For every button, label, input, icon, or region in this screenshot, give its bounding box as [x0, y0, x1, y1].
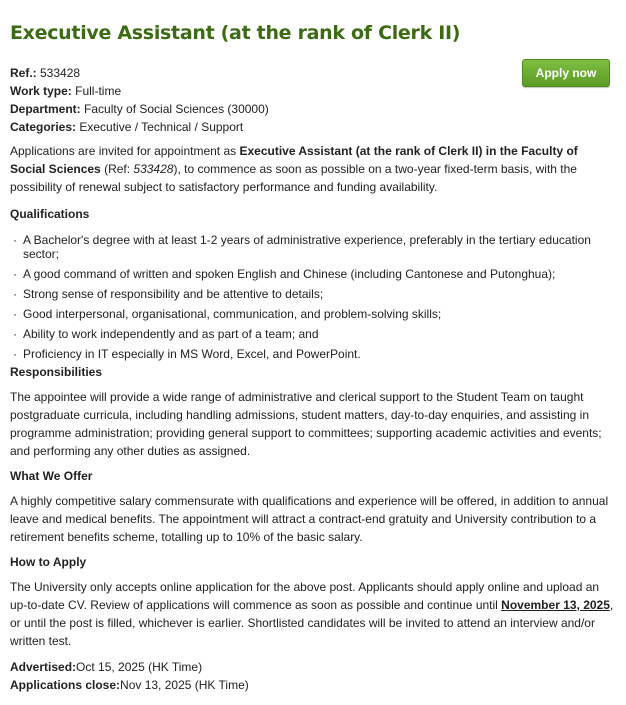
closing-date: November 13, 2025 — [501, 598, 610, 612]
intro-text: Applications are invited for appointment as — [10, 144, 240, 158]
advertised-label: Advertised: — [10, 660, 77, 674]
bullet-icon: · — [13, 267, 17, 281]
apply-text: , or until the post is filled, whichever is earlier. Shortlisted candidates will be invited to attend an interview and/or written test. — [10, 598, 614, 648]
bullet-icon: · — [13, 347, 17, 361]
bullet-icon: · — [13, 233, 17, 247]
list-item — [10, 327, 616, 341]
list-item-text: Good interpersonal, organisational, communication, and problem-solving skills; — [23, 307, 442, 321]
list-item-text: Proficiency in IT especially in MS Word, Excel, and PowerPoint. — [23, 347, 361, 361]
list-item-text: A good command of written and spoken English and Chinese (including Cantonese and Putonghua); — [23, 267, 556, 281]
intro-paragraph — [10, 142, 616, 196]
job-title: Executive Assistant (at the rank of Clerk II) — [10, 22, 461, 44]
list-item — [10, 287, 616, 301]
advertised-value: Oct 15, 2025 (HK Time) — [76, 660, 203, 674]
close-value: Nov 13, 2025 (HK Time) — [120, 678, 249, 692]
ref-label: Ref.: — [10, 66, 37, 80]
qualifications-heading: Qualifications — [10, 207, 90, 221]
list-item-text: Ability to work independently and as part of a team; and — [23, 327, 319, 341]
categories-row — [10, 118, 616, 136]
offer-text: A highly competitive salary commensurate with qualifications and experience will be offered, in addition to annual leave and medical benefits. The appointment will attract a contract-end gratuity and University contribution to a retirement benefits scheme, totalling up to 10% of the basic salary. — [10, 494, 609, 544]
posting-dates — [10, 658, 616, 694]
responsibilities-heading: Responsibilities — [10, 365, 103, 379]
list-item — [10, 233, 616, 261]
department-row — [10, 100, 616, 118]
list-item — [10, 267, 616, 281]
categories-value: Executive / Technical / Support — [76, 120, 244, 134]
intro-text: (Ref: — [100, 162, 134, 176]
worktype-label: Work type: — [10, 84, 72, 98]
list-item-text: A Bachelor's degree with at least 1-2 years of administrative experience, preferably in the tertiary education sector; — [23, 233, 591, 261]
worktype-value: Full-time — [71, 84, 122, 98]
ref-value: 533428 — [36, 66, 81, 80]
apply-text: The University only accepts online application for the above post. Applicants should apply online and upload an up-to-date CV. Review of applications will commence as soon as possible and continue until — [10, 580, 600, 612]
close-label: Applications close: — [10, 678, 121, 692]
apply-now-button[interactable]: Apply now — [522, 59, 610, 87]
list-item-text: Strong sense of responsibility and be attentive to details; — [23, 287, 324, 301]
categories-label: Categories: — [10, 120, 77, 134]
intro-ref: 533428 — [133, 162, 174, 176]
responsibilities-text: The appointee will provide a wide range of administrative and clerical support to the Student Team on taught postgraduate curricula, including handling admissions, student matters, day-to-day enquiries, and assisting in programme administration; providing general support to committees; supporting academic activities and events; and performing any other duties as assigned. — [10, 390, 602, 458]
offer-heading: What We Offer — [10, 469, 93, 483]
bullet-icon: · — [13, 327, 17, 341]
advertised-row — [10, 658, 616, 676]
close-row — [10, 676, 616, 694]
qualifications-list — [10, 233, 616, 361]
department-label: Department: — [10, 102, 81, 116]
intro-text: ), to commence as soon as possible on a two-year fixed-term basis, with the possibility of renewal subject to satisfactory performance and funding availability. — [10, 162, 577, 194]
bullet-icon: · — [13, 287, 17, 301]
department-value: Faculty of Social Sciences (30000) — [80, 102, 269, 116]
how-to-apply-text — [10, 578, 616, 650]
bullet-icon: · — [13, 307, 17, 321]
how-to-apply-heading: How to Apply — [10, 555, 87, 569]
list-item — [10, 347, 616, 361]
list-item — [10, 307, 616, 321]
intro-position-name: Executive Assistant (at the rank of Clerk II) in the Faculty of Social Sciences — [10, 144, 578, 176]
